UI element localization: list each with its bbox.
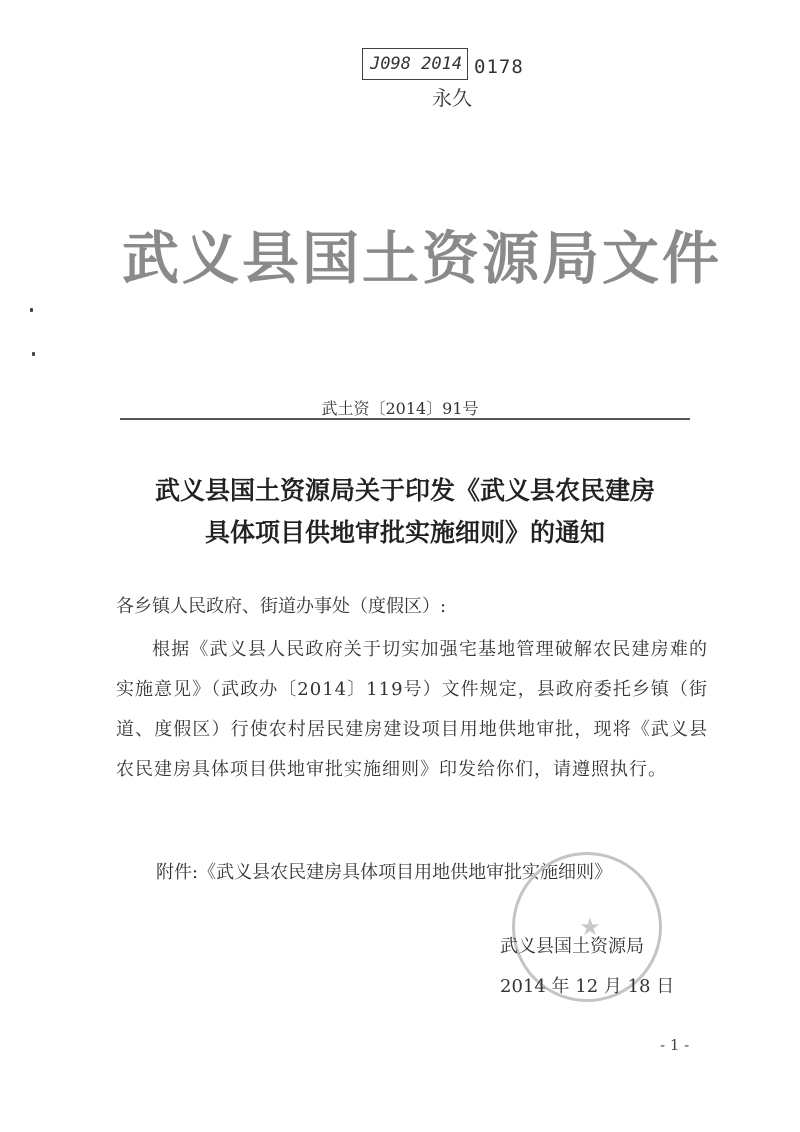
- attachment-line: 附件:《武义县农民建房具体项目用地供地审批实施细则》: [156, 862, 613, 883]
- signature-organization: 武义县国土资源局: [500, 936, 644, 957]
- title-line-1: 武义县国土资源局关于印发《武义县农民建房: [154, 476, 655, 505]
- seal-star-icon: ★: [579, 913, 601, 941]
- archive-code: J098 2014: [370, 54, 463, 74]
- salutation: 各乡镇人民政府、街道办事处（度假区）:: [116, 596, 447, 617]
- signature-date: 2014 年 12 月 18 日: [500, 976, 675, 997]
- document-number: 武土资〔2014〕91号: [321, 399, 479, 418]
- body-paragraph: 根据《武义县人民政府关于切实加强宅基地管理破解农民建房难的实施意见》（武政办〔2014〕119号）文件规定，县政府委托乡镇（街道、度假区）行使农村居民建房建设项目用地供地审批，现将《武义县农民建房具体项目供地审批实施细则》印发给你们，请遵照执行。: [116, 639, 708, 780]
- scan-speck: [30, 308, 33, 312]
- archive-retention: 永久: [432, 86, 472, 110]
- archive-serial: 0178: [474, 56, 524, 78]
- document-title: [100, 470, 710, 554]
- scan-speck: [32, 352, 35, 356]
- title-line-2: 具体项目供地审批实施细则》的通知: [204, 518, 605, 547]
- page-number: - 1 -: [660, 1036, 690, 1054]
- header-rule: [120, 418, 690, 420]
- letterhead: 武义县国土资源局文件: [122, 225, 722, 292]
